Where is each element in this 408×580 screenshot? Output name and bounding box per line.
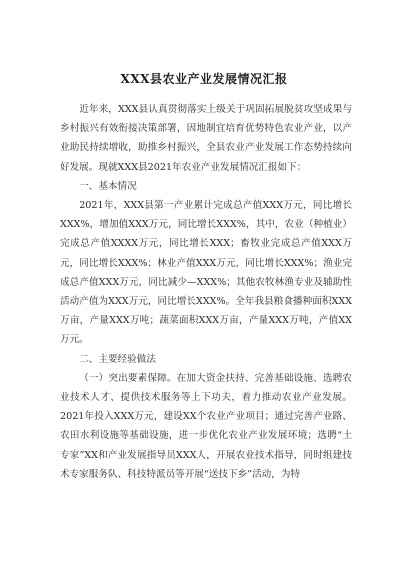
section-heading-main-practices: 二、主要经验做法 bbox=[79, 353, 156, 365]
document-title: XXX县农业产业发展情况汇报 bbox=[120, 72, 288, 86]
basic-situation-paragraph: 2021年，XXX县第一产业累计完成总产值XXX万元，同比增长XXX%，增加值XXX万元，同比增长XXX%，其中，农业（种植业）完成总产值XXXX万元，同比增长XXX；畜牧业完成总产值XXX万元，同比增长XXX%；林业产值XXX万元，同比增长XXX%；渔业完成总产值XXX万元，同比减少—XXX%；其他农牧林渔专业及辅助性活动产值为XXX万元，同比增长XXX%。全年我县粮食播种面积XXX万亩，产量XXX万吨；蔬菜面积XXX万亩，产量XXX万吨，产值XX万元。 bbox=[60, 200, 352, 346]
document-body bbox=[60, 100, 352, 484]
factor-guarantee-paragraph: （一）突出要素保障。在加大资金扶持、完善基础设施、选聘农业技术人才、提供技术服务等上下功夫，着力推动农业产业发展。2021年投入XXX万元，建设XX个农业产业项目；通过完善产业路、农田水利设施等基础设施，进一步优化农业产业发展环境；选聘“土专家”XX和产业发展指导员XXX人，开展农业技术指导，同时组建技术专家服务队、科技特派员等开展“送技下乡”活动，为特 bbox=[60, 372, 352, 480]
section-heading-basic-situation: 一、基本情况 bbox=[79, 180, 137, 192]
intro-paragraph: 近年来，XXX县认真贯彻落实上级关于巩固拓展脱贫攻坚成果与乡村振兴有效衔接决策部署，因地制宜培育优势特色农业产业，以产业助民持续增收，助推乡村振兴，全县农业产业发展工作态势持续向好发展。现就XXX县2021年农业产业发展情况汇报如下： bbox=[60, 104, 352, 173]
